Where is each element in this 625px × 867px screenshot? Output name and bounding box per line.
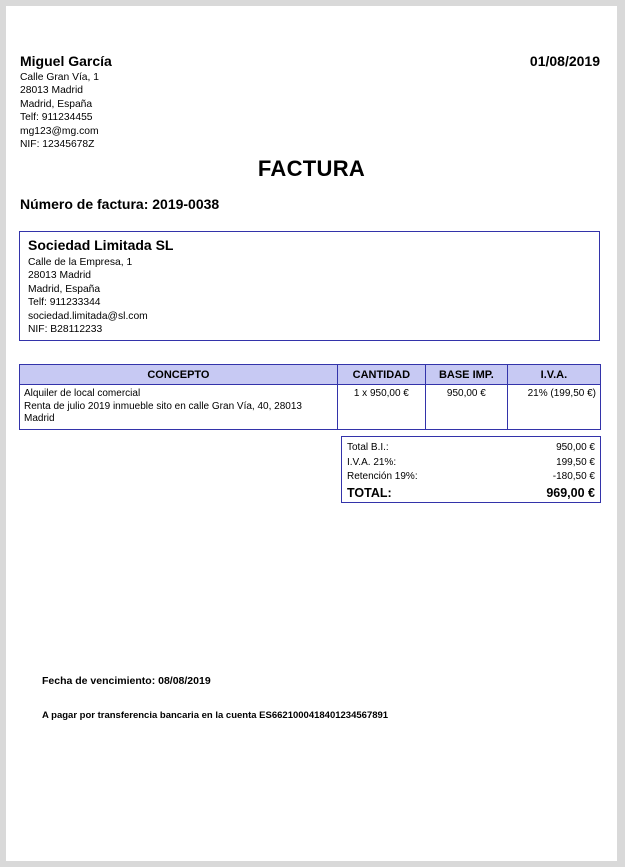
document-title: FACTURA bbox=[257, 156, 366, 181]
header-base: BASE IMP. bbox=[425, 365, 507, 385]
client-box bbox=[19, 231, 600, 341]
issuer-name: Miguel García bbox=[20, 53, 112, 69]
client-phone: Telf: 911233344 bbox=[28, 297, 101, 309]
invoice-date: 01/08/2019 bbox=[529, 53, 600, 69]
totals-retention-row bbox=[347, 470, 595, 485]
totals-total-row bbox=[347, 485, 595, 501]
header-quantity: CANTIDAD bbox=[337, 365, 425, 385]
totals-box bbox=[341, 436, 601, 503]
issuer-address: Calle Gran Vía, 1 bbox=[20, 72, 99, 83]
client-address: Calle de la Empresa, 1 bbox=[28, 257, 133, 268]
client-region: Madrid, España bbox=[28, 283, 101, 295]
header-concept: CONCEPTO bbox=[20, 365, 338, 385]
item-base: 950,00 € bbox=[425, 385, 507, 430]
item-concept-detail: Renta de julio 2019 inmueble sito en calle Gran Vía, 40, 28013 Madrid bbox=[24, 400, 302, 424]
client-city: 28013 Madrid bbox=[28, 270, 91, 282]
issuer-nif: NIF: 12345678Z bbox=[20, 139, 95, 151]
item-concept bbox=[20, 385, 338, 430]
totals-iva-label: I.V.A. 21%: bbox=[347, 456, 397, 468]
issuer-details bbox=[20, 71, 99, 151]
totals-total-value: 969,00 € bbox=[546, 485, 595, 500]
totals-iva-row bbox=[347, 456, 595, 471]
item-quantity: 1 x 950,00 € bbox=[337, 385, 425, 430]
totals-base-row bbox=[347, 441, 595, 456]
invoice-number-value: 2019-0038 bbox=[152, 196, 220, 212]
header-iva: I.V.A. bbox=[507, 365, 600, 385]
totals-retention-value: -180,50 € bbox=[552, 471, 595, 482]
totals-retention-label: Retención 19%: bbox=[347, 471, 418, 482]
totals-base-value: 950,00 € bbox=[556, 442, 595, 453]
items-table bbox=[19, 364, 601, 430]
due-date: Fecha de vencimiento: 08/08/2019 bbox=[42, 675, 211, 687]
client-details bbox=[28, 256, 148, 336]
invoice-page bbox=[6, 6, 617, 861]
payment-note: A pagar por transferencia bancaria en la cuenta ES6621000418401234567891 bbox=[42, 710, 389, 721]
client-nif: NIF: B28112233 bbox=[28, 324, 103, 336]
issuer-email: mg123@mg.com bbox=[20, 125, 99, 137]
invoice-number-label: Número de factura: bbox=[20, 196, 149, 212]
table-row bbox=[20, 385, 601, 430]
item-iva: 21% (199,50 €) bbox=[507, 385, 600, 430]
items-header-row bbox=[20, 365, 601, 385]
item-concept-title: Alquiler de local comercial bbox=[24, 388, 141, 399]
issuer-region: Madrid, España bbox=[20, 98, 93, 110]
invoice-number bbox=[20, 196, 219, 212]
totals-total-label: TOTAL: bbox=[347, 485, 392, 500]
issuer-phone: Telf: 911234455 bbox=[20, 112, 93, 124]
totals-base-label: Total B.I.: bbox=[347, 442, 389, 453]
client-email: sociedad.limitada@sl.com bbox=[28, 310, 148, 322]
issuer-city: 28013 Madrid bbox=[20, 85, 83, 97]
totals-iva-value: 199,50 € bbox=[556, 456, 595, 468]
client-name: Sociedad Limitada SL bbox=[28, 237, 174, 253]
